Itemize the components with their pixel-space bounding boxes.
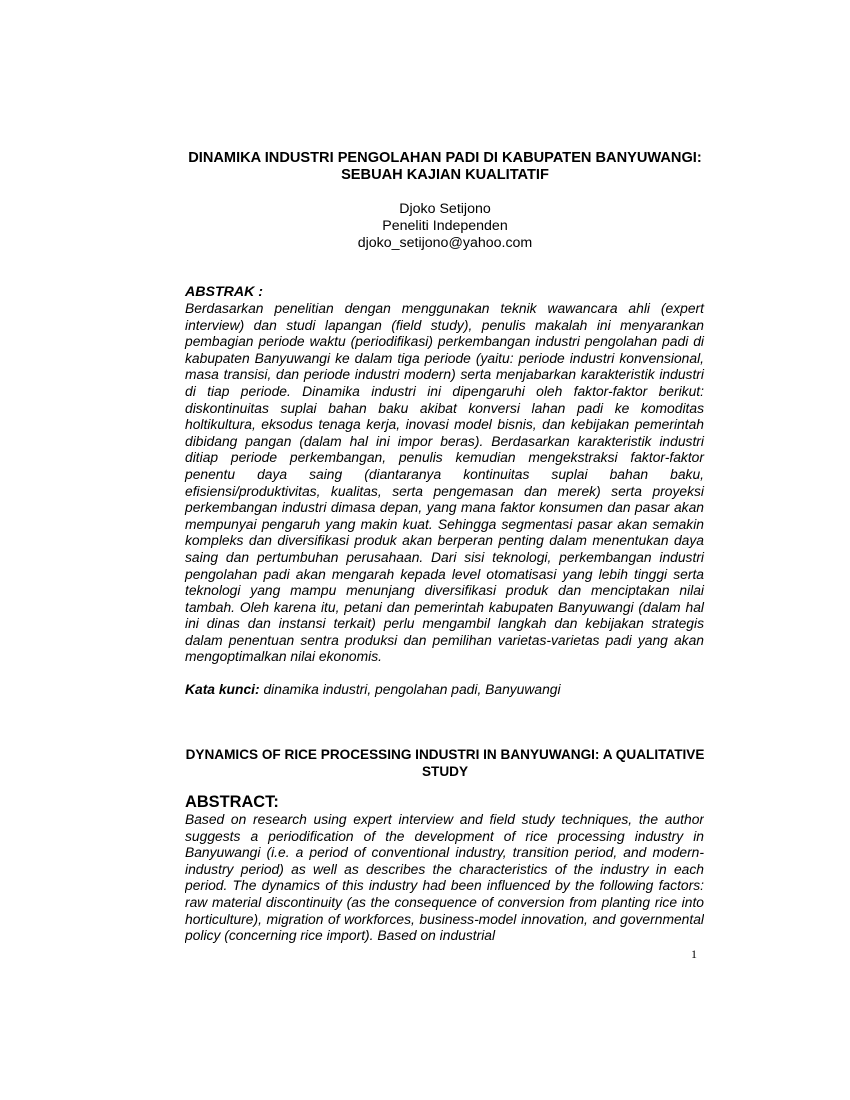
keywords-label: Kata kunci:	[185, 681, 260, 697]
keywords	[185, 681, 561, 698]
abstract-heading: ABSTRACT:	[185, 793, 279, 811]
paper-title-english: DYNAMICS OF RICE PROCESSING INDUSTRI IN BANYUWANGI: A QUALITATIVE STUDY	[185, 747, 705, 779]
abstrak-text: Berdasarkan penelitian dengan menggunakan teknik wawancara ahli (expert interview) dan studi lapangan (field study), penulis makalah ini menyarankan pembagian periode waktu (periodifikasi) perkembangan industri pengolahan padi di kabupaten Banyuwangi ke dalam tiga periode (yaitu: periode industri konvensional, masa transisi, dan periode industri modern) serta menjabarkan karakteristik industri di tiap periode. Dinamika industri ini dipengaruhi oleh faktor-faktor berikut: diskontinuitas suplai bahan baku akibat konversi lahan padi ke komoditas holtikultura, eksodus tenaga kerja, inovasi model bisnis, dan kebijakan pemerintah dibidang pangan (dalam hal ini impor beras). Berdasarkan karakteristik industri ditiap periode perkembangan, penulis kemudian mengekstraksi faktor-faktor penentu daya saing (diantaranya kontinuitas suplai bahan baku, efisiensi/produktivitas, kualitas, serta pengemasan dan merek) serta proyeksi perkembangan industri dimasa depan, yang mana faktor konsumen dan pasar akan mempunyai pengaruh yang makin kuat. Sehingga segmentasi pasar akan semakin kompleks dan diversifikasi produk akan berperan penting dalam menentukan daya saing dan pertumbuhan perusahaan. Dari sisi teknologi, perkembangan industri pengolahan padi akan mengarah kepada level otomatisasi yang lebih tinggi serta teknologi yang mampu menunjang diversifikasi produk dan menciptakan nilai tambah. Oleh karena itu, petani dan pemerintah kabupaten Banyuwangi (dalam hal ini dinas dan instansi terkait) perlu mengambil langkah dan kebijakan strategis dalam penentuan sentra produksi dan pemilihan varietas-varietas padi yang akan mengoptimalkan nilai ekonomis.	[185, 300, 704, 665]
author-name: Djoko Setijono	[399, 201, 491, 217]
author-affiliation: Peneliti Independen	[382, 218, 508, 234]
abstract-text: Based on research using expert interview and field study techniques, the author suggests a periodification of the development of rice processing industry in Banyuwangi (i.e. a period of conventional industry, transition period, and modern-industry period) as well as describes the characteristics of the industry in each period. The dynamics of this industry had been influenced by the following factors: raw material discontinuity (as the consequence of conversion from planting rice into horticulture), migration of workforces, business-model innovation, and governmental policy (concerning rice import). Based on industrial	[185, 811, 704, 944]
author-block	[184, 201, 706, 252]
author-email: djoko_setijono@yahoo.com	[357, 235, 533, 251]
abstrak-heading: ABSTRAK :	[185, 284, 264, 300]
paper-title-indonesian: DINAMIKA INDUSTRI PENGOLAHAN PADI DI KABUPATEN BANYUWANGI: SEBUAH KAJIAN KUALITATIF	[188, 150, 702, 183]
page-number: 1	[691, 947, 697, 961]
keywords-text: dinamika industri, pengolahan padi, Banyuwangi	[263, 681, 561, 697]
